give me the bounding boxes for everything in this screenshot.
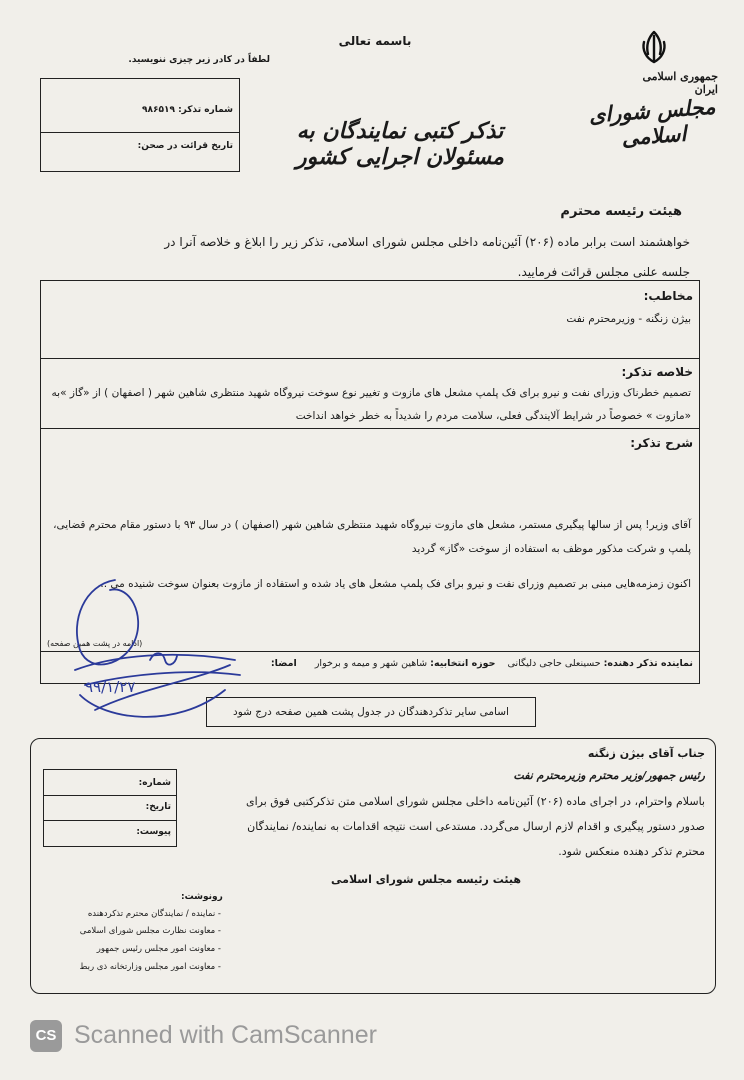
recipient-line1: جناب آقای بیژن زنگنه <box>587 747 705 760</box>
parliament-logo <box>588 28 718 168</box>
summary-line2: «مازوت » خصوصاً در شرایط آلایندگی فعلی، سلامت مردم را شدیداً به خطر خواهد انداخت <box>295 410 691 422</box>
constituency-label: حوزه انتخابیه: <box>430 658 496 669</box>
constituency-value: شاهین شهر و میمه و برخوار <box>314 658 428 669</box>
intro-line1: خواهشمند است برابر ماده (۲۰۶) آئین‌نامه داخلی مجلس شورای اسلامی، تذکر زیر را ابلاغ و خلاصه آنرا در <box>164 235 690 249</box>
intro-line2: جلسه علنی مجلس قرائت فرمایید. <box>517 265 690 279</box>
dispatch-box <box>30 738 716 994</box>
date-label: تاریخ: <box>145 802 171 812</box>
intro-paragraph <box>60 227 690 287</box>
copy-item: - معاونت امور مجلس وزارتخانه ذی ربط <box>79 962 221 972</box>
description-p1-line2: پلمپ و شرکت مذکور موظف به استفاده از سوخت «گاز» گردید <box>411 543 691 555</box>
iran-emblem-icon <box>634 28 674 68</box>
description-p1-line1: آقای وزیر! پس از سالها پیگیری مستمر، مشعل های مازوت نیروگاه شهید منتظری شاهین شهر (اصفهان ) در سال ۹۳ با دستور مقام محترم قضایی، <box>53 519 691 531</box>
copy-item: - معاونت نظارت مجلس شورای اسلامی <box>79 926 221 936</box>
signature-date: ۹۹/۱/۲۷ <box>85 678 136 696</box>
signatory: هیئت رئیسه مجلس شورای اسلامی <box>331 873 521 886</box>
dispatch-body <box>221 789 705 864</box>
summary-line1: تصمیم خطرناک وزرای نفت و نیرو برای فک پلمپ مشعل های مازوت و تغییر نوع سوخت نیروگاه شهید منتظری شاهین شهر ( اصفهان ) از «گاز »به <box>51 387 691 399</box>
copy-item-text: نماینده / نمایندگان محترم تذکردهنده <box>87 909 216 919</box>
representative-value: حسینعلی حاجی دلیگانی <box>507 658 601 669</box>
camscanner-icon: CS <box>30 1020 62 1052</box>
dispatch-line3: محترم تذکر دهنده منعکس شود. <box>558 845 705 858</box>
copy-item: - معاونت امور مجلس رئیس جمهور <box>96 944 221 954</box>
continued-note: (ادامه در پشت همین صفحه) <box>47 639 143 648</box>
divider <box>44 820 176 821</box>
camscanner-watermark: Scanned with CamScanner <box>74 1021 377 1049</box>
divider <box>41 428 699 429</box>
register-number: شماره تذکر: ۹۸۶۵۱۹ <box>141 105 233 115</box>
description-p2: اکنون زمزمه‌هایی مبنی بر تصمیم وزرای نفت و نیرو برای فک پلمپ مشعل های یاد شده و استفاده از مازوت بعنوان سوخت شنیده می ... <box>97 578 691 590</box>
recipient-line2: رئیس جمهور/وزیر محترم وزیرمحترم نفت <box>513 769 705 782</box>
divider <box>41 358 699 359</box>
attachment-label: پیوست: <box>136 827 171 837</box>
representative-label: نماینده تذکر دهنده: <box>603 658 693 669</box>
addressee-title: مخاطب: <box>643 289 693 303</box>
reading-date: تاریخ قرائت در صحن: <box>137 141 233 151</box>
copy-item-text: معاونت امور مجلس وزارتخانه ذی ربط <box>79 962 216 972</box>
bismillah: باسمه تعالی <box>338 34 412 48</box>
summary-title: خلاصه تذکر: <box>621 365 693 379</box>
copies-title: رونوشت: <box>181 892 223 902</box>
divider <box>41 132 239 133</box>
signature-label: امضا: <box>270 658 297 669</box>
board-title: هیئت رئیسه محترم <box>560 204 682 219</box>
logo-line2: مجلس شورای اسلامی <box>588 93 717 151</box>
addressee-value: بیژن زنگنه - وزیرمحترم نفت <box>566 313 691 325</box>
registry-box <box>43 769 177 847</box>
dispatch-line1: باسلام واحترام، در اجرای ماده (۲۰۶) آئین‌نامه داخلی مجلس شورای اسلامی متن تذکرکتبی فوق برای <box>245 795 705 808</box>
copy-item-text: معاونت نظارت مجلس شورای اسلامی <box>79 926 216 936</box>
other-names-note: اسامی سایر تذکردهندگان در جدول پشت همین صفحه درج شود <box>206 697 536 727</box>
number-label: شماره: <box>138 778 171 788</box>
logo-line1: جمهوری اسلامی ایران <box>642 70 718 96</box>
copy-item: - نماینده / نمایندگان محترم تذکردهنده <box>87 909 221 919</box>
top-note: لطفاً در کادر زیر چیزی ننویسید. <box>128 55 270 65</box>
handwritten-signature <box>55 560 255 740</box>
description-title: شرح تذکر: <box>630 436 693 450</box>
register-info-box <box>40 78 240 172</box>
copy-item-text: معاونت امور مجلس رئیس جمهور <box>96 944 216 954</box>
form-title: تذکر کتبی نمایندگان به مسئولان اجرایی کشور <box>296 118 504 170</box>
dispatch-line2: صدور دستور پیگیری و اقدام لازم ارسال می‌گردد. مستدعی است نتیجه اقدامات به نماینده/ نمایندگان <box>247 820 705 833</box>
divider <box>44 795 176 796</box>
